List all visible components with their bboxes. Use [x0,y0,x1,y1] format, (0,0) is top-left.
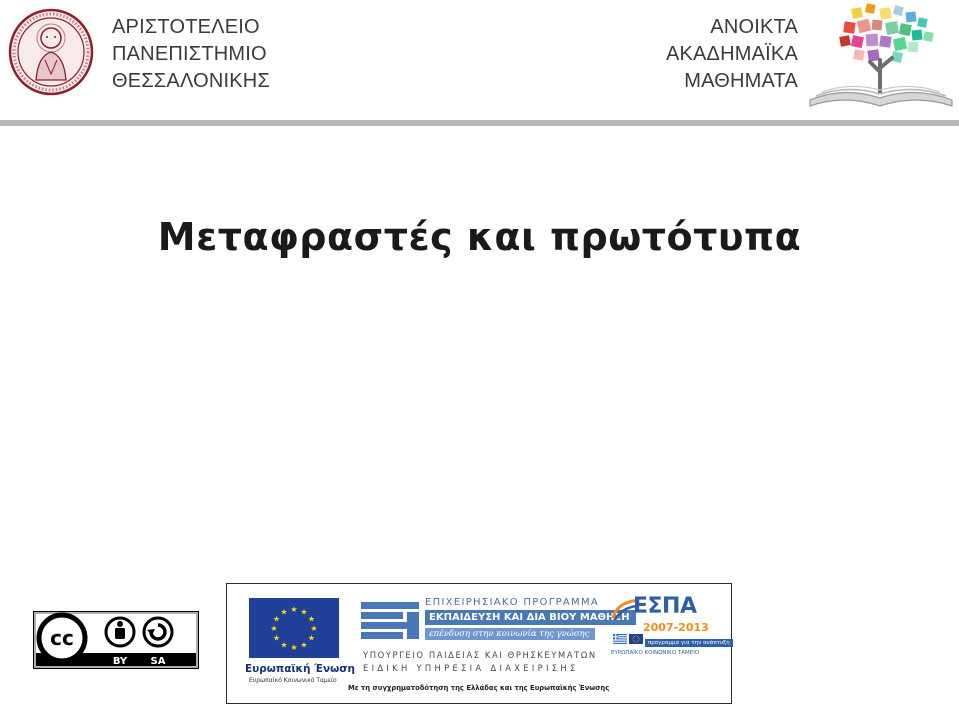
espa-esf-name: ΕΥΡΩΠΑΪΚΟ ΚΟΙΝΩΝΙΚΟ ΤΑΜΕΙΟ [611,650,700,656]
espa-tagline: πρόγραμμα για την ανάπτυξη [645,639,733,647]
svg-text:★: ★ [272,633,281,643]
program-label: ΕΠΙΧΕΙΡΗΣΙΑΚΟ ΠΡΟΓΡΑΜΜΑ [425,597,600,608]
open-book-tree-icon [806,2,956,114]
university-seal-icon [8,8,94,96]
svg-text:★: ★ [272,614,281,624]
svg-text:★: ★ [280,607,288,617]
svg-text:cc: cc [50,626,74,650]
funding-logos-box [226,583,732,704]
eu-name: Ευρωπαϊκή Ένωση [245,663,355,675]
header-divider [0,120,959,126]
program-slogan: επένδυση στην κοινωνία της γνώσης [425,628,595,640]
open-courses-line-3: ΜΑΘΗΜΑΤΑ [684,70,798,92]
cc-by-label: BY [112,656,128,667]
creative-commons-by-sa-icon [33,611,199,669]
cc-sa-label: SA [150,656,166,667]
open-courses-name [666,14,798,95]
svg-text:★: ★ [307,633,316,643]
education-program-mark-icon [361,598,419,646]
university-name-line-2: ΠΑΝΕΠΙΣΤΗΜΙΟ [112,43,267,65]
program-name: ΕΚΠΑΙΔΕΥΣΗ ΚΑΙ ΔΙΑ ΒΙΟΥ ΜΑΘΗΣΗ [425,610,636,625]
open-courses-line-1: ΑΝΟΙΚΤΑ [710,16,798,38]
svg-text:★: ★ [310,624,318,633]
svg-text:★: ★ [300,640,308,650]
university-name-line-1: ΑΡΙΣΤΟΤΕΛΕΙΟ [112,16,260,38]
eu-flag-icon [249,598,339,658]
ministry-name: ΥΠΟΥΡΓΕΙΟ ΠΑΙΔΕΙΑΣ ΚΑΙ ΘΡΗΣΚΕΥΜΑΤΩΝ [363,650,597,660]
open-courses-line-2: ΑΚΑΔΗΜΑΪΚΑ [665,43,798,65]
svg-text:★: ★ [290,605,298,614]
svg-text:★: ★ [290,643,298,652]
espa-logo [611,594,730,664]
svg-text:★: ★ [300,607,308,617]
university-name [112,14,270,95]
espa-years: 2007-2013 [643,621,709,634]
eu-fund-name: Ευρωπαϊκό Κοινωνικό Ταμείο [249,677,337,684]
svg-text:★: ★ [270,624,278,633]
espa-name: ΕΣΠΑ [633,594,697,619]
svg-text:★: ★ [307,614,316,624]
university-name-line-3: ΘΕΣΣΑΛΟΝΙΚΗΣ [112,70,271,92]
slide-title: Μεταφραστές και πρωτότυπα [157,215,802,260]
cofinancing-statement: Με τη συγχρηματοδότηση της Ελλάδας και της Ευρωπαϊκής Ένωσης [348,684,610,692]
greek-flag-icon [613,634,627,644]
svg-text:★: ★ [280,640,288,650]
managing-authority-name: ΕΙΔΙΚΗ ΥΠΗΡΕΣΙΑ ΔΙΑΧΕΙΡΙΣΗΣ [363,663,579,673]
eu-mini-flag-icon [629,634,643,644]
